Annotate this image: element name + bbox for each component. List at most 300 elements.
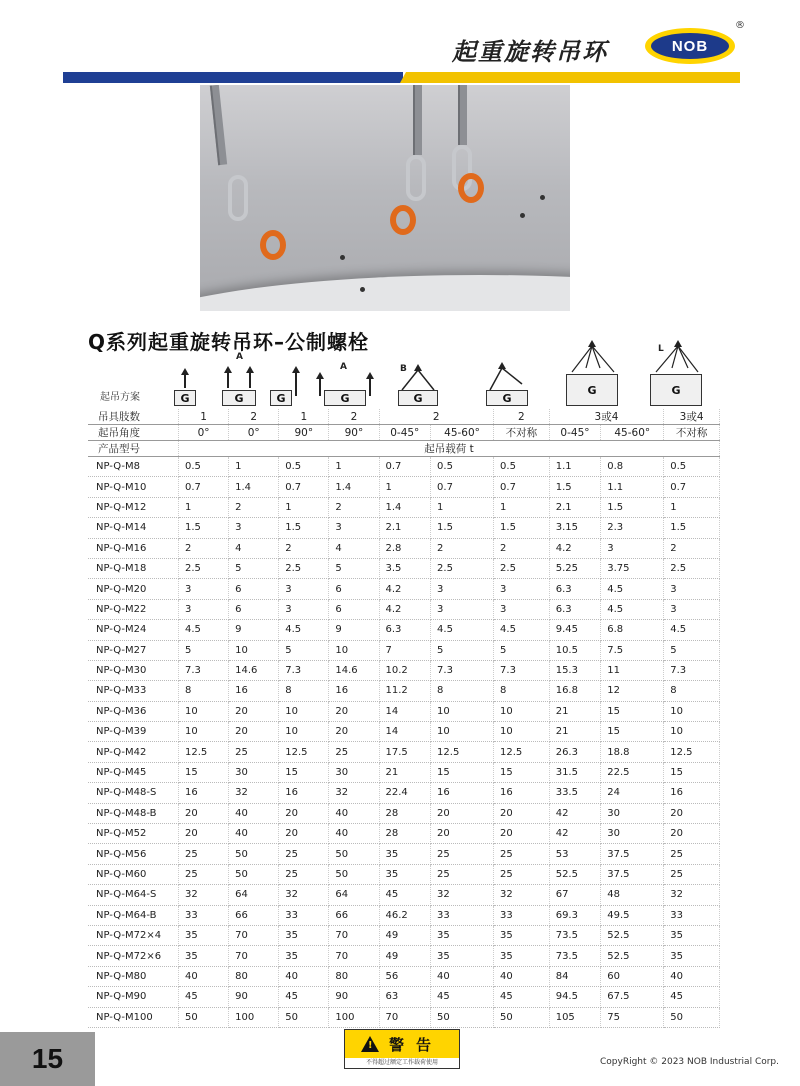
load-cell: 1.5 [494, 518, 550, 538]
load-cell: 8 [664, 681, 720, 701]
load-cell: 66 [229, 905, 279, 925]
load-cell: 3 [494, 599, 550, 619]
header-band-yellow [400, 72, 740, 83]
load-label: 起吊载荷 t [179, 441, 720, 457]
angle-cell: 0° [179, 425, 229, 441]
g-box: G [270, 390, 292, 406]
load-cell: 37.5 [601, 864, 664, 884]
load-cell: 4.5 [494, 620, 550, 640]
model-cell: NP-Q-M36 [88, 701, 179, 721]
warning-icon: ! [361, 1036, 379, 1052]
row-model-label: 产品型号 [88, 441, 179, 457]
load-cell: 10 [279, 722, 329, 742]
load-cell: 8 [431, 681, 494, 701]
load-cell: 16.8 [549, 681, 601, 701]
photo-cable [210, 85, 227, 165]
diagram-asymmetric [486, 352, 530, 410]
angle-cell: 45-60° [431, 425, 494, 441]
angle-cell: 不对称 [664, 425, 720, 441]
table-row [88, 925, 720, 945]
load-cell: 1.5 [179, 518, 229, 538]
load-cell: 35 [379, 864, 431, 884]
load-cell: 0.8 [601, 457, 664, 477]
angle-cell: 90° [279, 425, 329, 441]
load-cell: 64 [329, 885, 379, 905]
load-cell: 70 [329, 925, 379, 945]
angle-cell: 0° [229, 425, 279, 441]
load-cell: 45 [279, 987, 329, 1007]
g-box: G [486, 390, 528, 406]
load-cell: 0.5 [494, 457, 550, 477]
model-cell: NP-Q-M18 [88, 558, 179, 578]
load-cell: 5 [431, 640, 494, 660]
load-cell: 4 [229, 538, 279, 558]
model-cell: NP-Q-M33 [88, 681, 179, 701]
load-cell: 14 [379, 722, 431, 742]
load-cell: 33 [279, 905, 329, 925]
load-cell: 14.6 [329, 660, 379, 680]
load-cell: 1 [379, 477, 431, 497]
lifting-diagrams [90, 344, 720, 410]
load-cell: 16 [279, 783, 329, 803]
load-cell: 6 [329, 599, 379, 619]
load-cell: 1 [494, 497, 550, 517]
load-cell: 49 [379, 925, 431, 945]
legs-cell: 2 [379, 409, 494, 425]
row-model-header [88, 441, 720, 457]
page-number: 15 [0, 1032, 95, 1086]
table-row [88, 681, 720, 701]
load-cell: 0.5 [431, 457, 494, 477]
load-cell: 25 [494, 844, 550, 864]
load-cell: 10.5 [549, 640, 601, 660]
load-cell: 45 [431, 987, 494, 1007]
load-cell: 40 [329, 824, 379, 844]
load-cell: 90 [329, 987, 379, 1007]
load-cell: 3 [329, 518, 379, 538]
load-cell: 1.4 [229, 477, 279, 497]
load-cell: 4.5 [279, 620, 329, 640]
header-band-blue [63, 72, 403, 83]
warning-subtext: 不得超过额定工作载荷使用 [345, 1058, 459, 1068]
four-legs-icon [650, 346, 704, 376]
load-cell: 0.7 [279, 477, 329, 497]
load-cell: 0.7 [379, 457, 431, 477]
model-cell: NP-Q-M27 [88, 640, 179, 660]
diagram-four-leg [566, 352, 620, 410]
load-cell: 40 [329, 803, 379, 823]
load-cell: 0.7 [179, 477, 229, 497]
load-cell: 16 [431, 783, 494, 803]
load-cell: 32 [664, 885, 720, 905]
load-cell: 1 [229, 457, 279, 477]
load-cell: 12 [601, 681, 664, 701]
load-cell: 50 [329, 844, 379, 864]
load-cell: 45 [494, 987, 550, 1007]
warning-title: 警告 [388, 1035, 443, 1054]
angle-cell: 90° [329, 425, 379, 441]
load-cell: 3 [431, 579, 494, 599]
load-cell: 10 [179, 722, 229, 742]
legs-cell: 2 [494, 409, 550, 425]
load-cell: 22.4 [379, 783, 431, 803]
load-cell: 32 [329, 783, 379, 803]
photo-hole [540, 195, 545, 200]
photo-swivel-ring [458, 173, 484, 203]
load-cell: 45 [179, 987, 229, 1007]
load-cell: 2.5 [279, 558, 329, 578]
load-cell: 35 [179, 925, 229, 945]
load-cell: 4.5 [179, 620, 229, 640]
table-row [88, 497, 720, 517]
load-cell: 10 [494, 701, 550, 721]
diagram-single-vertical [174, 352, 204, 410]
load-cell: 0.7 [494, 477, 550, 497]
load-cell: 6 [329, 579, 379, 599]
load-cell: 35 [431, 925, 494, 945]
load-cell: 15 [179, 762, 229, 782]
load-cell: 35 [494, 946, 550, 966]
model-cell: NP-Q-M90 [88, 987, 179, 1007]
load-cell: 11 [601, 660, 664, 680]
load-cell: 35 [279, 946, 329, 966]
load-cell: 25 [179, 864, 229, 884]
table-row [88, 518, 720, 538]
load-cell: 50 [431, 1007, 494, 1027]
model-cell: NP-Q-M72×6 [88, 946, 179, 966]
load-cell: 35 [179, 946, 229, 966]
model-cell: NP-Q-M64-B [88, 905, 179, 925]
load-cell: 2.5 [664, 558, 720, 578]
load-cell: 35 [379, 844, 431, 864]
load-cell: 20 [279, 824, 329, 844]
load-cell: 20 [664, 803, 720, 823]
lift-line [249, 372, 251, 388]
load-cell: 15.3 [549, 660, 601, 680]
table-row [88, 824, 720, 844]
legs-cell: 3或4 [549, 409, 664, 425]
load-cell: 10 [329, 640, 379, 660]
load-cell: 8 [494, 681, 550, 701]
load-cell: 60 [601, 966, 664, 986]
angle-cell: 45-60° [601, 425, 664, 441]
load-cell: 14.6 [229, 660, 279, 680]
dimension-b: B [400, 364, 407, 374]
load-cell: 32 [279, 885, 329, 905]
table-row [88, 905, 720, 925]
table-row [88, 620, 720, 640]
load-cell: 52.5 [601, 946, 664, 966]
load-cell: 28 [379, 803, 431, 823]
load-cell: 52.5 [549, 864, 601, 884]
load-cell: 52.5 [601, 925, 664, 945]
load-cell: 16 [494, 783, 550, 803]
table-row [88, 1007, 720, 1027]
load-cell: 24 [601, 783, 664, 803]
load-cell: 3 [179, 599, 229, 619]
load-cell: 53 [549, 844, 601, 864]
model-cell: NP-Q-M56 [88, 844, 179, 864]
load-cell: 20 [229, 722, 279, 742]
load-cell: 20 [494, 824, 550, 844]
load-cell: 80 [329, 966, 379, 986]
load-cell: 2.5 [431, 558, 494, 578]
load-cell: 40 [279, 966, 329, 986]
table-row [88, 742, 720, 762]
load-cell: 28 [379, 824, 431, 844]
load-cell: 5 [229, 558, 279, 578]
load-cell: 20 [431, 803, 494, 823]
table-row [88, 599, 720, 619]
g-box: G [650, 374, 702, 406]
load-cell: 73.5 [549, 925, 601, 945]
lift-line [319, 378, 321, 396]
load-cell: 9.45 [549, 620, 601, 640]
load-cell: 67 [549, 885, 601, 905]
load-cell: 22.5 [601, 762, 664, 782]
angled-legs-icon [396, 370, 440, 392]
load-cell: 1 [664, 497, 720, 517]
load-cell: 2 [279, 538, 329, 558]
table-row [88, 987, 720, 1007]
legs-cell: 1 [279, 409, 329, 425]
load-cell: 20 [329, 701, 379, 721]
load-cell: 84 [549, 966, 601, 986]
load-cell: 10 [664, 722, 720, 742]
load-cell: 25 [664, 864, 720, 884]
load-cell: 50 [229, 844, 279, 864]
load-cell: 30 [601, 803, 664, 823]
four-legs-icon [566, 346, 620, 376]
load-cell: 50 [329, 864, 379, 884]
load-cell: 3.5 [379, 558, 431, 578]
load-cell: 64 [229, 885, 279, 905]
load-cell: 20 [329, 722, 379, 742]
product-photo [200, 85, 570, 311]
model-cell: NP-Q-M80 [88, 966, 179, 986]
load-cell: 2.1 [549, 497, 601, 517]
warning-label [344, 1029, 460, 1069]
load-cell: 7 [379, 640, 431, 660]
load-cell: 2.5 [494, 558, 550, 578]
model-cell: NP-Q-M16 [88, 538, 179, 558]
load-cell: 46.2 [379, 905, 431, 925]
load-cell: 3 [431, 599, 494, 619]
photo-hole [520, 213, 525, 218]
load-cell: 25 [431, 844, 494, 864]
load-cell: 35 [664, 946, 720, 966]
load-cell: 17.5 [379, 742, 431, 762]
load-cell: 33 [664, 905, 720, 925]
load-cell: 12.5 [494, 742, 550, 762]
load-cell: 32 [179, 885, 229, 905]
model-cell: NP-Q-M48-S [88, 783, 179, 803]
diagram-single-90 [270, 352, 304, 410]
model-cell: NP-Q-M64-S [88, 885, 179, 905]
table-row [88, 457, 720, 477]
load-cell: 7.3 [431, 660, 494, 680]
row-angles [88, 425, 720, 441]
load-cell: 70 [229, 925, 279, 945]
photo-swivel-ring [260, 230, 286, 260]
load-cell: 3 [279, 579, 329, 599]
load-cell: 1.5 [431, 518, 494, 538]
g-box: G [324, 390, 366, 406]
diagram-label: 起吊方案 [100, 392, 140, 403]
load-cell: 2 [431, 538, 494, 558]
load-cell: 4.2 [549, 538, 601, 558]
model-cell: NP-Q-M72×4 [88, 925, 179, 945]
load-cell: 1.4 [329, 477, 379, 497]
load-cell: 100 [329, 1007, 379, 1027]
photo-cable [413, 85, 422, 155]
load-cell: 40 [494, 966, 550, 986]
load-cell: 10.2 [379, 660, 431, 680]
load-cell: 5 [179, 640, 229, 660]
load-cell: 40 [229, 803, 279, 823]
load-cell: 1.5 [279, 518, 329, 538]
model-cell: NP-Q-M14 [88, 518, 179, 538]
load-cell: 7.5 [601, 640, 664, 660]
load-cell: 3 [229, 518, 279, 538]
load-cell: 20 [664, 824, 720, 844]
photo-thimble [228, 175, 248, 221]
load-cell: 3 [179, 579, 229, 599]
table-row [88, 660, 720, 680]
legs-cell: 2 [229, 409, 279, 425]
table-row [88, 722, 720, 742]
diagram-four-leg-asymmetric [650, 344, 704, 410]
asymmetric-legs-icon [486, 368, 530, 392]
table-row [88, 579, 720, 599]
load-cell: 20 [179, 803, 229, 823]
load-cell: 40 [664, 966, 720, 986]
load-cell: 4.5 [664, 620, 720, 640]
load-cell: 12.5 [179, 742, 229, 762]
load-cell: 48 [601, 885, 664, 905]
model-cell: NP-Q-M60 [88, 864, 179, 884]
row-angle-label: 起吊角度 [88, 425, 179, 441]
model-cell: NP-Q-M52 [88, 824, 179, 844]
load-cell: 35 [279, 925, 329, 945]
load-cell: 42 [549, 803, 601, 823]
load-cell: 33 [179, 905, 229, 925]
load-cell: 50 [664, 1007, 720, 1027]
table-row [88, 538, 720, 558]
load-cell: 26.3 [549, 742, 601, 762]
load-cell: 25 [279, 844, 329, 864]
load-cell: 12.5 [431, 742, 494, 762]
model-cell: NP-Q-M24 [88, 620, 179, 640]
load-cell: 1.5 [549, 477, 601, 497]
dimension-l: L [658, 344, 664, 354]
load-cell: 18.8 [601, 742, 664, 762]
g-box: G [174, 390, 196, 406]
model-cell: NP-Q-M8 [88, 457, 179, 477]
lift-line [227, 372, 229, 388]
load-cell: 10 [431, 722, 494, 742]
load-cell: 45 [664, 987, 720, 1007]
logo-text: NOB [651, 33, 729, 59]
load-cell: 40 [229, 824, 279, 844]
load-cell: 40 [431, 966, 494, 986]
load-cell: 37.5 [601, 844, 664, 864]
model-cell: NP-Q-M22 [88, 599, 179, 619]
model-cell: NP-Q-M39 [88, 722, 179, 742]
load-cell: 20 [179, 824, 229, 844]
load-cell: 15 [494, 762, 550, 782]
load-cell: 49.5 [601, 905, 664, 925]
diagram-two-leg-angled [396, 352, 440, 410]
load-cell: 33.5 [549, 783, 601, 803]
load-cell: 9 [229, 620, 279, 640]
load-cell: 2 [179, 538, 229, 558]
table-row [88, 844, 720, 864]
load-cell: 15 [279, 762, 329, 782]
load-cell: 75 [601, 1007, 664, 1027]
load-cell: 21 [379, 762, 431, 782]
load-cell: 25 [664, 844, 720, 864]
table-row [88, 477, 720, 497]
load-cell: 3 [664, 579, 720, 599]
load-cell: 80 [229, 966, 279, 986]
table-row [88, 946, 720, 966]
load-cell: 35 [431, 946, 494, 966]
load-cell: 7.3 [664, 660, 720, 680]
load-cell: 7.3 [494, 660, 550, 680]
model-cell: NP-Q-M12 [88, 497, 179, 517]
model-cell: NP-Q-M100 [88, 1007, 179, 1027]
load-cell: 9 [329, 620, 379, 640]
load-cell: 2 [229, 497, 279, 517]
load-cell: 1.4 [379, 497, 431, 517]
load-cell: 2 [494, 538, 550, 558]
load-cell: 1 [279, 497, 329, 517]
load-cell: 1.5 [601, 497, 664, 517]
load-cell: 10 [229, 640, 279, 660]
load-cell: 3.75 [601, 558, 664, 578]
table-row [88, 701, 720, 721]
table-row [88, 966, 720, 986]
load-cell: 6.3 [379, 620, 431, 640]
photo-plate [200, 275, 570, 311]
load-cell: 50 [229, 864, 279, 884]
load-cell: 25 [229, 742, 279, 762]
load-cell: 11.2 [379, 681, 431, 701]
registered-mark: ® [735, 20, 745, 31]
load-cell: 4 [329, 538, 379, 558]
nob-logo [645, 28, 735, 64]
load-cell: 14 [379, 701, 431, 721]
load-cell: 5.25 [549, 558, 601, 578]
load-cell: 21 [549, 701, 601, 721]
dimension-a: A [340, 362, 347, 372]
angle-cell: 0-45° [549, 425, 601, 441]
load-cell: 20 [431, 824, 494, 844]
load-cell: 6 [229, 599, 279, 619]
g-box: G [222, 390, 256, 406]
load-cell: 6.8 [601, 620, 664, 640]
photo-hole [340, 255, 345, 260]
load-cell: 12.5 [279, 742, 329, 762]
load-cell: 0.5 [179, 457, 229, 477]
photo-swivel-ring [390, 205, 416, 235]
load-cell: 20 [229, 701, 279, 721]
load-cell: 6 [229, 579, 279, 599]
load-cell: 1 [179, 497, 229, 517]
load-cell: 5 [664, 640, 720, 660]
table-row [88, 558, 720, 578]
